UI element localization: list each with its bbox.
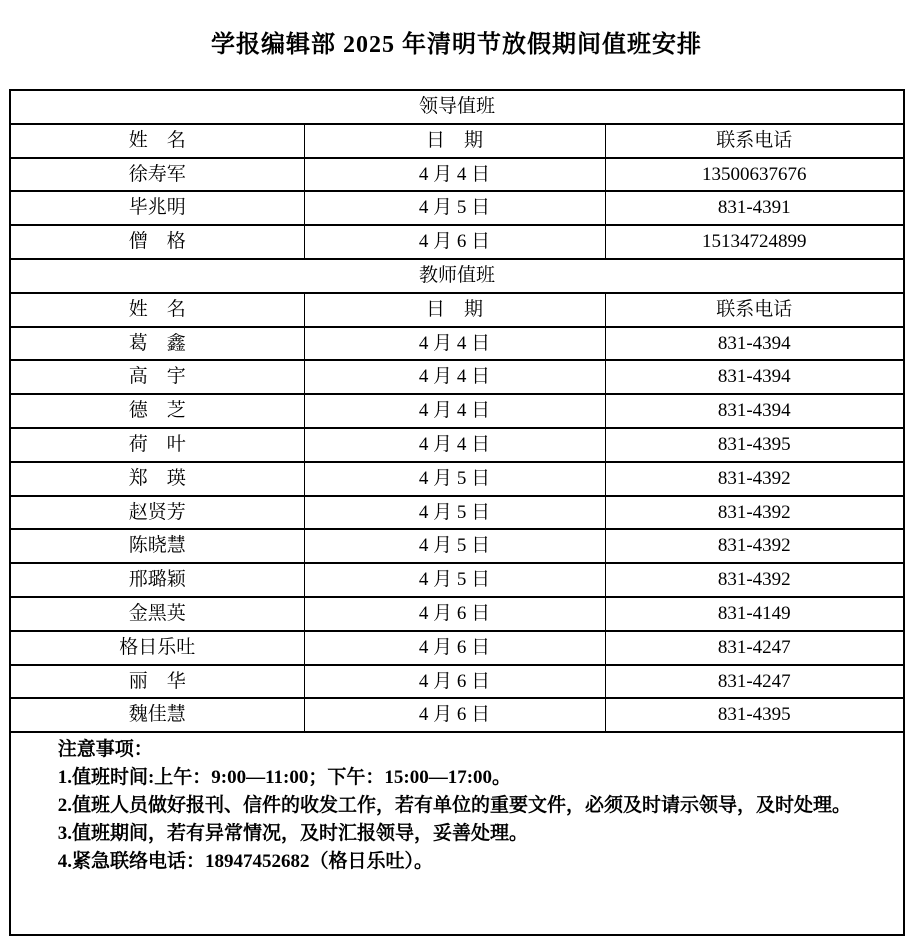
phone-cell: 831-4149: [605, 597, 904, 631]
phone-column-header: 联系电话: [605, 124, 904, 158]
notes-row: [10, 732, 904, 935]
duty-row: [10, 698, 904, 732]
phone-cell: 831-4392: [605, 462, 904, 496]
notes-section: [10, 732, 904, 935]
name-cell: 毕兆明: [10, 191, 304, 225]
date-cell: 4 月 4 日: [304, 158, 605, 192]
name-cell: 魏佳慧: [10, 698, 304, 732]
name-cell: 邢璐颖: [10, 563, 304, 597]
date-cell: 4 月 6 日: [304, 665, 605, 699]
name-cell: 僧 格: [10, 225, 304, 259]
name-cell: 赵贤芳: [10, 496, 304, 530]
phone-column-header: 联系电话: [605, 293, 904, 327]
date-cell: 4 月 5 日: [304, 496, 605, 530]
date-cell: 4 月 6 日: [304, 225, 605, 259]
name-cell: 荷 叶: [10, 428, 304, 462]
duty-row: [10, 191, 904, 225]
date-cell: 4 月 5 日: [304, 462, 605, 496]
name-cell: 丽 华: [10, 665, 304, 699]
column-header-row: [10, 293, 904, 327]
name-cell: 徐寿军: [10, 158, 304, 192]
phone-cell: 831-4391: [605, 191, 904, 225]
date-cell: 4 月 5 日: [304, 563, 605, 597]
duty-row: [10, 665, 904, 699]
phone-cell: 831-4394: [605, 394, 904, 428]
phone-cell: 831-4392: [605, 529, 904, 563]
duty-row: [10, 597, 904, 631]
duty-row: [10, 158, 904, 192]
date-cell: 4 月 4 日: [304, 394, 605, 428]
date-cell: 4 月 6 日: [304, 597, 605, 631]
phone-cell: 831-4395: [605, 698, 904, 732]
phone-cell: 15134724899: [605, 225, 904, 259]
duty-row: [10, 225, 904, 259]
note-item-3: 3.值班期间，若有异常情况，及时汇报领导，妥善处理。: [57, 823, 528, 845]
duty-row: [10, 529, 904, 563]
date-column-header: 日 期: [304, 124, 605, 158]
date-cell: 4 月 6 日: [304, 631, 605, 665]
phone-cell: 13500637676: [605, 158, 904, 192]
name-cell: 德 芝: [10, 394, 304, 428]
date-cell: 4 月 6 日: [304, 698, 605, 732]
duty-row: [10, 462, 904, 496]
phone-cell: 831-4392: [605, 563, 904, 597]
note-item-1: 1.值班时间:上午：9:00—11:00；下午：15:00—17:00。: [57, 767, 512, 789]
section-header-leaders: [10, 90, 904, 124]
date-cell: 4 月 4 日: [304, 428, 605, 462]
name-column-header: 姓 名: [10, 124, 304, 158]
page-title: 学报编辑部 2025 年清明节放假期间值班安排: [211, 32, 702, 58]
name-column-header: 姓 名: [10, 293, 304, 327]
name-cell: 高 宇: [10, 360, 304, 394]
name-cell: 郑 瑛: [10, 462, 304, 496]
phone-cell: 831-4247: [605, 665, 904, 699]
section-title: 教师值班: [10, 259, 904, 293]
note-item-2: 2.值班人员做好报刊、信件的收发工作，若有单位的重要文件，必须及时请示领导，及时处理。: [57, 795, 851, 817]
duty-row: [10, 428, 904, 462]
duty-row: [10, 631, 904, 665]
phone-cell: 831-4395: [605, 428, 904, 462]
notes-title: 注意事项：: [57, 739, 153, 761]
note-item-4: 4.紧急联络电话：18947452682（格日乐吐）。: [57, 851, 433, 873]
date-cell: 4 月 5 日: [304, 529, 605, 563]
date-cell: 4 月 5 日: [304, 191, 605, 225]
duty-row: [10, 496, 904, 530]
duty-row: [10, 394, 904, 428]
duty-row: [10, 360, 904, 394]
date-cell: 4 月 4 日: [304, 327, 605, 361]
duty-row: [10, 327, 904, 361]
section-title: 领导值班: [10, 90, 904, 124]
phone-cell: 831-4392: [605, 496, 904, 530]
phone-cell: 831-4247: [605, 631, 904, 665]
phone-cell: 831-4394: [605, 327, 904, 361]
duty-row: [10, 563, 904, 597]
date-cell: 4 月 4 日: [304, 360, 605, 394]
name-cell: 格日乐吐: [10, 631, 304, 665]
phone-cell: 831-4394: [605, 360, 904, 394]
name-cell: 陈晓慧: [10, 529, 304, 563]
section-header-teachers: [10, 259, 904, 293]
name-cell: 葛 鑫: [10, 327, 304, 361]
duty-schedule-table: [9, 89, 905, 936]
name-cell: 金黑英: [10, 597, 304, 631]
column-header-row: [10, 124, 904, 158]
date-column-header: 日 期: [304, 293, 605, 327]
